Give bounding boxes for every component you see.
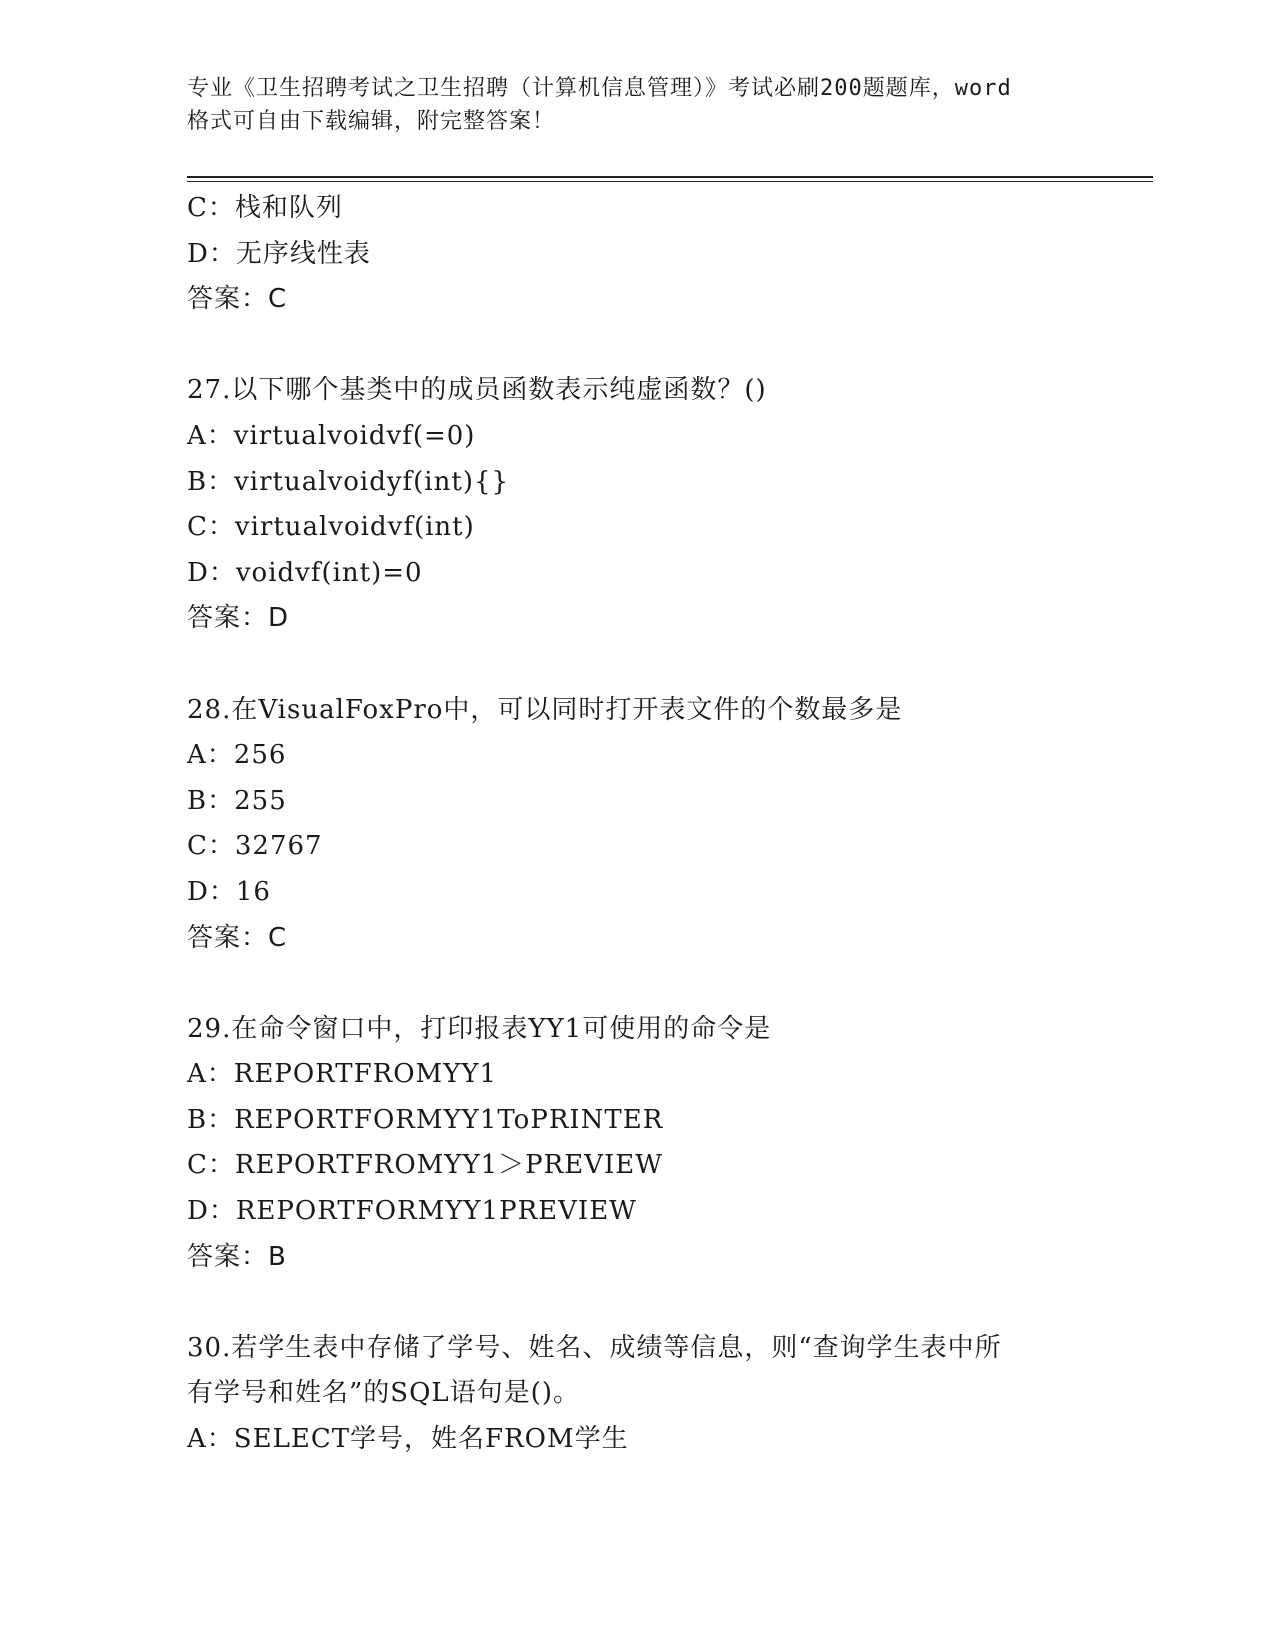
spacer [187,961,1137,1007]
answer: 答案：C [187,284,288,315]
answer: 答案：C [187,922,288,953]
question-text-line-1: 30.若学生表中存储了学号、姓名、成绩等信息，则“查询学生表中所 [187,1332,1002,1363]
spacer [187,642,1137,688]
question-29 [187,1007,1137,1281]
option-a: A：SELECT学号，姓名FROM学生 [187,1424,629,1455]
answer: 答案：B [187,1241,287,1272]
question-text: 27.以下哪个基类中的成员函数表示纯虚函数？() [187,375,767,406]
option-b: B：255 [187,785,287,816]
question-26-tail [187,186,1137,323]
question-30 [187,1326,1137,1463]
question-list [187,186,1137,1463]
header-line-1: 专业《卫生招聘考试之卫生招聘（计算机信息管理）》考试必刷200题题库，word [187,76,1012,101]
header-divider-bottom [187,181,1153,182]
answer: 答案：D [187,603,290,634]
option-d: D：REPORTFORMYY1PREVIEW [187,1196,637,1227]
option-d: D：无序线性表 [187,238,371,269]
option-a: A：virtualvoidvf(=0) [187,420,476,451]
question-text: 29.在命令窗口中，打印报表YY1可使用的命令是 [187,1013,772,1044]
option-c: C：REPORTFROMYY1＞PREVIEW [187,1150,663,1181]
option-d: D：16 [187,876,271,907]
question-text: 28.在VisualFoxPro中，可以同时打开表文件的个数最多是 [187,694,903,725]
option-c: C：32767 [187,831,323,862]
header-divider-top [187,176,1153,178]
document-header [187,72,1087,138]
option-c: C：栈和队列 [187,193,343,223]
option-a: A：REPORTFROMYY1 [187,1059,498,1090]
question-28 [187,688,1137,962]
option-d: D：voidvf(int)=0 [187,557,423,588]
option-b: B：virtualvoidyf(int){} [187,466,510,497]
option-b: B：REPORTFORMYY1ToPRINTER [187,1104,664,1135]
option-c: C：virtualvoidvf(int) [187,512,475,543]
question-27 [187,368,1137,642]
option-a: A：256 [187,740,287,771]
question-text-line-2: 有学号和姓名”的SQL语句是()。 [187,1378,580,1409]
header-line-2: 格式可自由下载编辑，附完整答案！ [187,109,556,134]
spacer [187,323,1137,369]
spacer [187,1280,1137,1326]
